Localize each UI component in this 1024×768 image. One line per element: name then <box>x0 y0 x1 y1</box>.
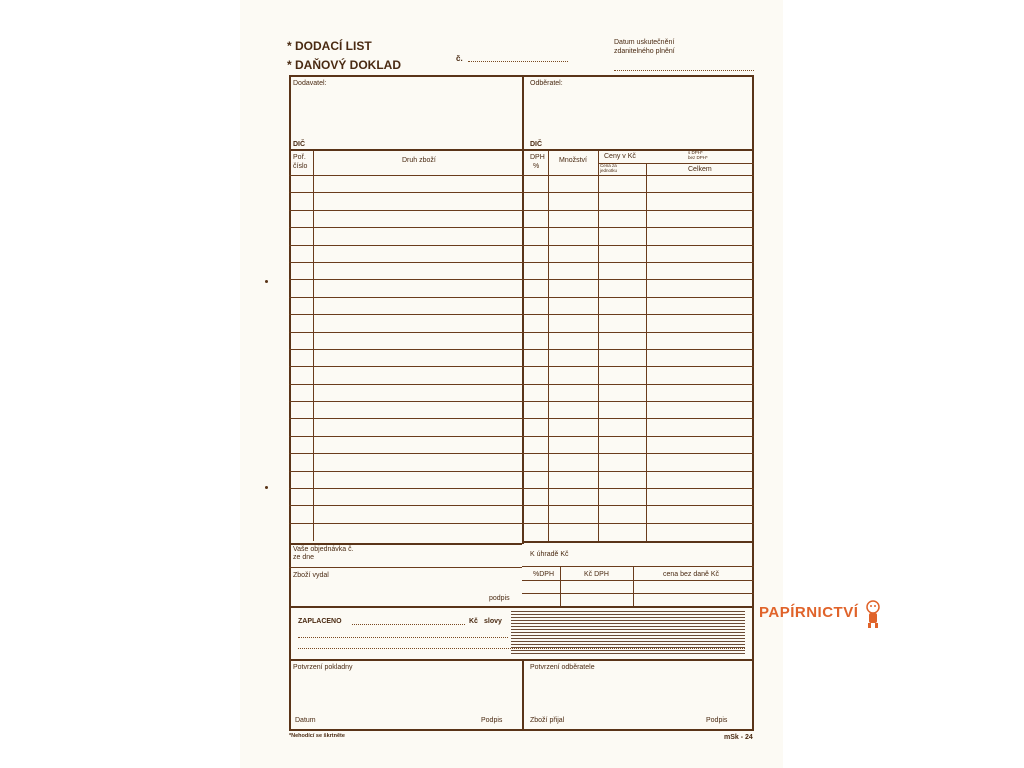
left-summary-top <box>289 543 522 545</box>
paid-amount-field[interactable] <box>352 624 465 625</box>
item-row[interactable] <box>289 523 754 540</box>
col-vat-note-2: bez DPH* <box>688 155 708 160</box>
item-row[interactable] <box>289 436 754 453</box>
paid-label: ZAPLACENO <box>298 618 342 625</box>
vatsum-header-line <box>522 580 754 581</box>
order-label: Vaše objednávka č. <box>293 546 354 553</box>
form-code: mSk - 24 <box>724 734 753 741</box>
received-label: Zboží přijal <box>530 717 565 724</box>
col-pos-line1: Poř. <box>293 154 306 161</box>
item-row[interactable] <box>289 488 754 505</box>
paid-words: slovy <box>484 618 502 625</box>
col-vat-line1: DPH <box>530 154 545 161</box>
cashier-date-label: Datum <box>295 717 316 724</box>
paid-currency: Kč <box>469 618 478 625</box>
item-row[interactable] <box>289 314 754 331</box>
item-row[interactable] <box>289 384 754 401</box>
col-unit-price-line2: jednotku <box>600 168 618 173</box>
col-vat-line2: % <box>533 163 540 170</box>
number-field[interactable] <box>468 61 568 62</box>
item-row[interactable] <box>289 210 754 227</box>
item-row[interactable] <box>289 349 754 366</box>
item-row[interactable] <box>289 175 754 192</box>
order-date-label: ze dne <box>293 554 315 561</box>
paid-line-2[interactable] <box>298 648 745 649</box>
vatsum-row-line <box>522 593 754 594</box>
item-row[interactable] <box>289 418 754 435</box>
vatsum-rate: %DPH <box>533 571 555 578</box>
issued-signature-label: podpis <box>489 595 510 602</box>
item-row[interactable] <box>289 471 754 488</box>
issued-label: Zboží vydal <box>293 572 329 579</box>
col-pos-line2: číslo <box>293 163 308 170</box>
supplier-dic-label: DIČ <box>293 141 306 148</box>
vatsum-base: cena bez daně Kč <box>663 571 720 578</box>
col-quantity: Množství <box>559 157 588 164</box>
item-row[interactable] <box>289 192 754 209</box>
item-row[interactable] <box>289 332 754 349</box>
customer-confirm-label: Potvrzení odběratele <box>530 664 595 671</box>
cashier-sign-label: Podpis <box>481 717 503 724</box>
punch-mark-top <box>265 280 268 283</box>
date-field[interactable] <box>614 70 754 71</box>
date-label-line2: zdanitelného plnění <box>614 48 675 55</box>
customer-sign-label: Podpis <box>706 717 728 724</box>
bottom-divider <box>522 660 524 731</box>
supplier-label: Dodavatel: <box>293 80 327 87</box>
item-row[interactable] <box>289 505 754 522</box>
prices-sub-line <box>598 163 754 164</box>
header-bottom-line <box>289 149 754 151</box>
customer-label: Odběratel: <box>530 80 563 87</box>
watermark-brand: PAPÍRNICTVÍ <box>759 604 859 621</box>
item-row[interactable] <box>289 262 754 279</box>
item-row[interactable] <box>289 366 754 383</box>
item-rows <box>289 175 754 541</box>
footnote: *Nehodící se škrtněte <box>289 733 345 739</box>
title-delivery-note: * DODACÍ LIST <box>287 39 372 53</box>
order-bottom-line <box>289 567 522 568</box>
col-total: Celkem <box>688 166 712 173</box>
right-summary-top <box>522 541 754 543</box>
item-row[interactable] <box>289 401 754 418</box>
item-row[interactable] <box>289 453 754 470</box>
item-row[interactable] <box>289 227 754 244</box>
paid-bottom-line <box>289 659 754 661</box>
col-prices: Ceny v Kč <box>604 153 636 160</box>
col-goods: Druh zboží <box>402 157 436 164</box>
item-row[interactable] <box>289 297 754 314</box>
item-row[interactable] <box>289 245 754 262</box>
number-label: č. <box>456 54 463 63</box>
vatsum-vat: Kč DPH <box>584 571 609 578</box>
cashier-confirm-label: Potvrzení pokladny <box>293 664 353 671</box>
title-tax-document: * DAŇOVÝ DOKLAD <box>287 58 402 72</box>
punch-mark-bottom <box>265 486 268 489</box>
col-unit-price-line1: Cena za <box>600 163 617 168</box>
item-row[interactable] <box>289 279 754 296</box>
topay-bottom-line <box>522 566 754 567</box>
customer-dic-label: DIČ <box>530 141 543 148</box>
paid-line-1[interactable] <box>298 637 508 638</box>
col-vat-note-1: s DPH* <box>688 150 703 155</box>
date-label-line1: Datum uskutečnění <box>614 39 675 46</box>
mascot-icon <box>862 599 884 629</box>
to-pay-label: K úhradě Kč <box>530 551 569 558</box>
vatsum-col2-line <box>633 566 634 606</box>
paid-top-line <box>289 606 754 608</box>
vatsum-col1-line <box>560 566 561 606</box>
